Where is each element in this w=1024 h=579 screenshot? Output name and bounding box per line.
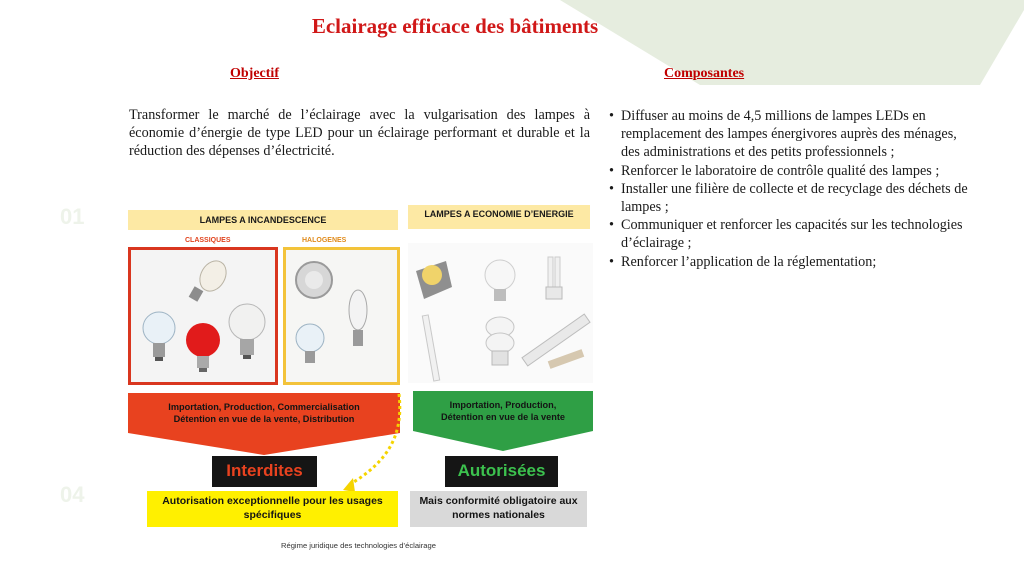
classic-bulbs-image (131, 250, 275, 382)
exception-box: Autorisation exceptionnelle pour les usages spécifiques (147, 491, 398, 527)
banner-line: Importation, Production, Commercialisation (168, 402, 360, 412)
list-item: • Renforcer l’application de la réglementation; (609, 253, 979, 271)
objective-text: Transformer le marché de l’éclairage avec la vulgarisation des lampes à économie d’énergie de type LED pour un éclairage performant et durable et la réduction des dépenses d’électricité. (129, 107, 590, 159)
ghost-number: 04 (60, 482, 85, 507)
led-header: LAMPES A ECONOMIE D’ENERGIE (408, 205, 590, 229)
halogen-label: HALOGENES (302, 237, 347, 244)
dotted-arrow-icon (343, 390, 443, 500)
components-heading: Composantes (664, 66, 745, 81)
list-item: • Communiquer et renforcer les capacités sur les technologies d’éclairage ; (609, 216, 979, 252)
banner-line: Importation, Production, (449, 400, 557, 410)
banner-line: Détention en vue de la vente, Distribution (173, 414, 355, 424)
halogen-bulbs-panel (283, 247, 400, 385)
components-list (609, 107, 979, 271)
infographic-caption: Régime juridique des technologies d’éclairage (281, 541, 436, 550)
page-title: Eclairage efficace des bâtiments (311, 14, 599, 38)
list-item: • Renforcer le laboratoire de contrôle qualité des lampes ; (609, 162, 979, 180)
conformity-box: Mais conformité obligatoire aux normes nationales (410, 491, 587, 527)
objective-heading: Objectif (230, 66, 279, 81)
lighting-regulation-infographic (123, 205, 598, 555)
list-item: • Diffuser au moins de 4,5 millions de lampes LEDs en remplacement des lampes énergivores auprès des ménages, des administrations et des petits professionnels ; (609, 107, 979, 162)
banner-line: Détention en vue de la vente (440, 412, 566, 422)
corner-decoration (560, 0, 1024, 85)
classic-label: CLASSIQUES (185, 237, 231, 244)
authorized-badge: Autorisées (445, 456, 558, 487)
led-lamps-panel (408, 243, 593, 383)
ghost-number: 01 (60, 204, 85, 229)
classic-bulbs-panel (128, 247, 278, 385)
list-item: • Installer une filière de collecte et de recyclage des déchets de lampes ; (609, 180, 979, 216)
halogen-bulbs-image (286, 250, 397, 382)
led-lamps-image (408, 243, 593, 383)
forbidden-badge: Interdites (212, 456, 317, 487)
incandescent-header: LAMPES A INCANDESCENCE (128, 210, 398, 230)
